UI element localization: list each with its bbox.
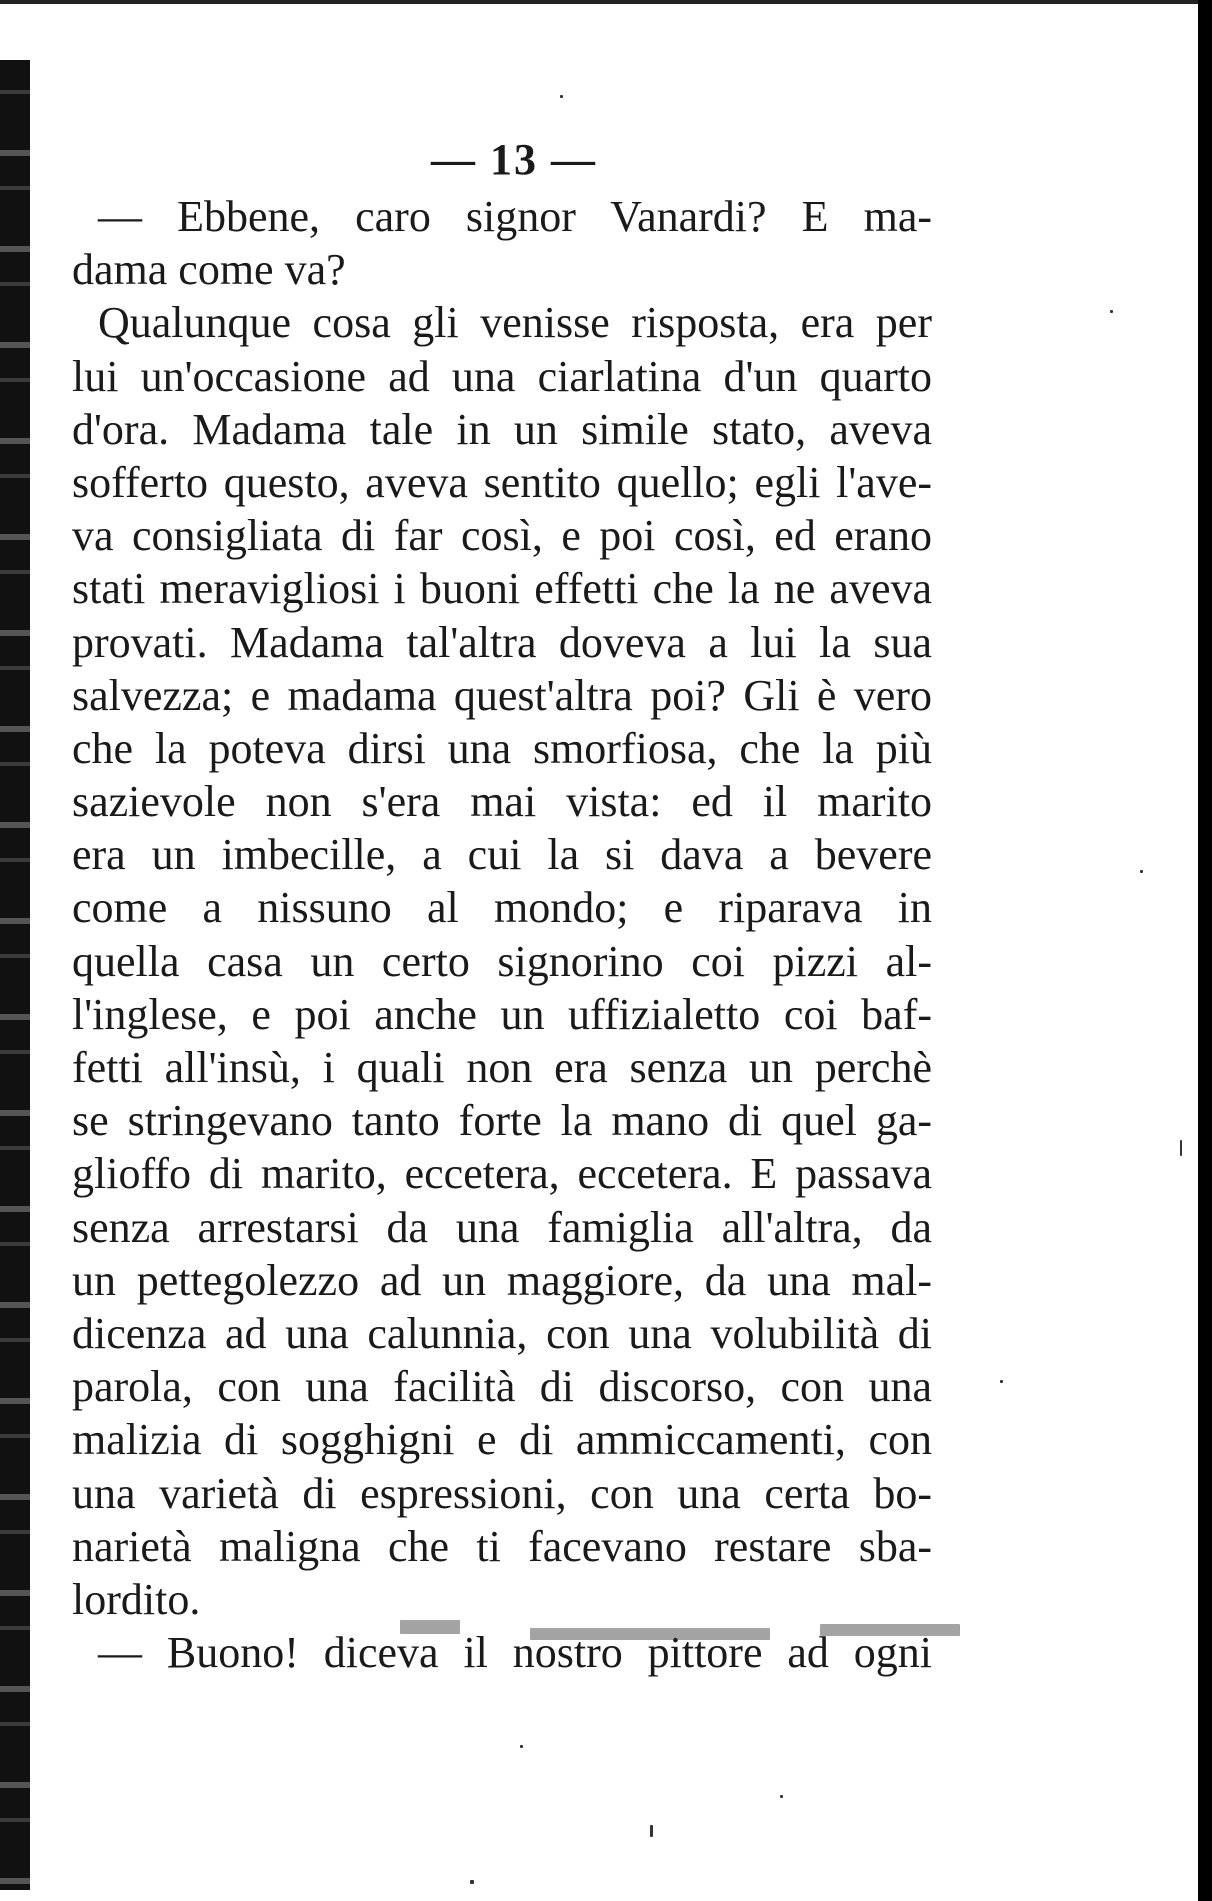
scan-speck	[470, 1880, 474, 1884]
scan-top-edge	[0, 0, 1212, 4]
scan-binding-edge	[0, 60, 30, 1890]
text-line: era un imbecille, a cui la si dava a bevere	[72, 830, 932, 880]
scan-speck	[1110, 310, 1113, 313]
page-number: — 13 —	[431, 135, 597, 184]
scan-right-edge	[1198, 0, 1212, 1901]
scan-speck	[820, 1624, 960, 1636]
text-line: va consigliata di far così, e poi così, ed erano	[72, 511, 932, 561]
scan-speck	[650, 1825, 653, 1837]
text-line: un pettegolezzo ad un maggiore, da una mal-	[72, 1255, 932, 1305]
text-line: lui un'occasione ad una ciarlatina d'un quarto	[72, 351, 932, 401]
scan-speck	[1180, 1140, 1182, 1156]
text-line: — Buono! diceva il nostro pittore ad ogni	[98, 1628, 932, 1678]
text-line: che la poteva dirsi una smorfiosa, che la più	[72, 723, 932, 773]
text-line: stati meravigliosi i buoni effetti che la ne aveva	[72, 564, 932, 614]
text-line: parola, con una facilità di discorso, con una	[72, 1362, 932, 1412]
scan-speck	[520, 1745, 523, 1748]
text-line: sazievole non s'era mai vista: ed il marito	[72, 777, 932, 827]
text-line: — Ebbene, caro signor Vanardi? E ma-	[98, 192, 932, 241]
text-line: dama come va?	[72, 245, 346, 295]
scan-speck	[780, 1795, 783, 1798]
text-line: se stringevano tanto forte la mano di quel ga-	[72, 1096, 932, 1146]
text-line: l'inglese, e poi anche un uffizialetto coi baf-	[72, 989, 932, 1039]
text-line: malizia di sogghigni e di ammiccamenti, con	[72, 1415, 932, 1465]
text-line: senza arrestarsi da una famiglia all'altra, da	[72, 1202, 932, 1252]
scan-speck	[400, 1620, 460, 1634]
text-line: come a nissuno al mondo; e riparava in	[72, 883, 932, 933]
scan-speck	[1000, 1380, 1003, 1383]
text-line: glioffo di marito, eccetera, eccetera. E passava	[72, 1149, 932, 1199]
text-line: una varietà di espressioni, con una certa bo-	[72, 1468, 932, 1518]
scan-speck	[530, 1628, 770, 1640]
text-line: lordito.	[72, 1574, 201, 1624]
book-page	[72, 130, 932, 1679]
text-line: fetti all'insù, i quali non era senza un perchè	[72, 1043, 932, 1092]
text-line: dicenza ad una calunnia, con una volubilità di	[72, 1308, 932, 1358]
text-line: Qualunque cosa gli venisse risposta, era per	[98, 298, 932, 348]
scan-speck	[560, 95, 563, 98]
scan-speck	[1140, 870, 1143, 873]
text-line: quella casa un certo signorino coi pizzi al-	[72, 936, 932, 986]
text-line: narietà maligna che ti facevano restare sba-	[72, 1521, 932, 1571]
text-line: salvezza; e madama quest'altra poi? Gli è vero	[72, 670, 932, 720]
text-line: d'ora. Madama tale in un simile stato, aveva	[72, 404, 932, 454]
text-line: provati. Madama tal'altra doveva a lui la sua	[72, 617, 932, 667]
text-line: sofferto questo, aveva sentito quello; egli l'ave-	[72, 457, 932, 507]
